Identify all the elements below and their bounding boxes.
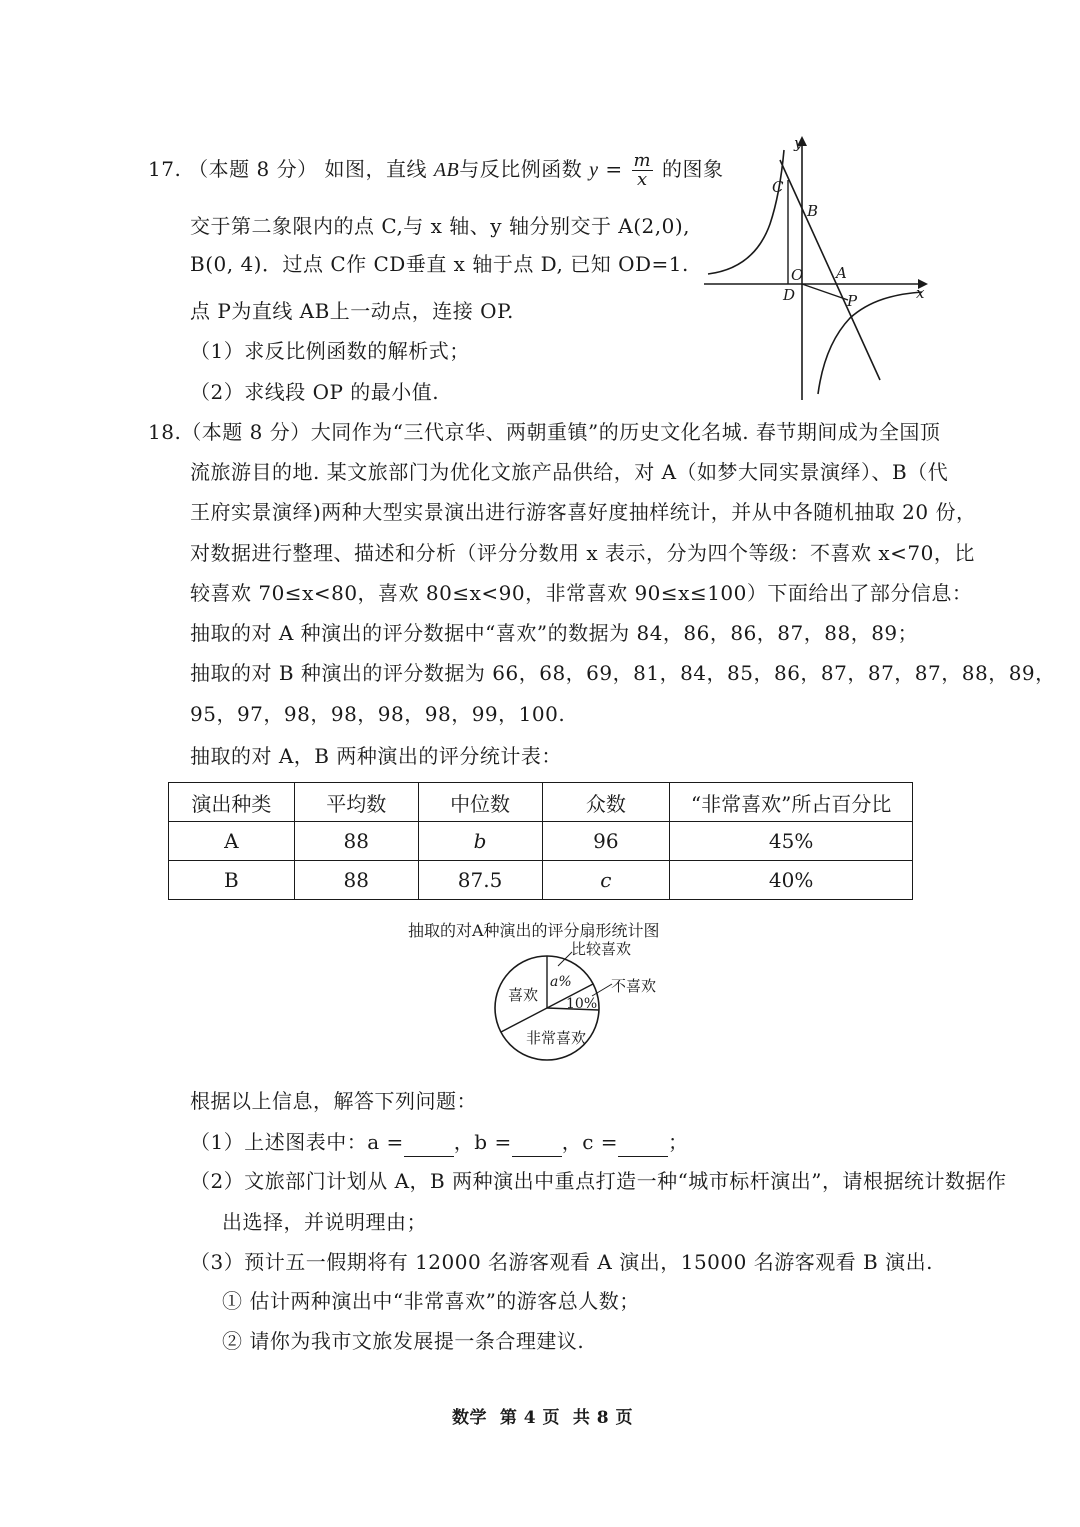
pie-label-xihuan: 喜欢 — [508, 986, 539, 1004]
label-b: B — [807, 202, 819, 220]
q18-line3: 王府实景演绎)两种大型实景演出进行游客喜好度抽样统计，并从中各随机抽取 20 份， — [190, 500, 977, 524]
q17-line1: 17. （本题 8 分） 如图，直线 AB与反比例函数 y = $\frac{m}{x}$ 的图象 — [148, 150, 724, 190]
table-header-cell: 演出种类 — [169, 783, 295, 822]
table-cell: A — [169, 822, 295, 861]
pie-label-feichang: 非常喜欢 — [526, 1029, 587, 1047]
table-header-row — [169, 783, 913, 822]
label-a: A — [836, 264, 847, 282]
pie-label-a: a% — [550, 974, 572, 990]
q18-line8: 95，97，98，98，98，98，99，100. — [190, 702, 566, 726]
q18-line7: 抽取的对 B 种演出的评分数据为 66，68，69，81，84，85，86，87，87，87，88，89， — [190, 661, 1056, 685]
table-header-cell: 众数 — [542, 783, 670, 822]
q17-sub1: （1）求反比例函数的解析式； — [190, 339, 470, 363]
table-row — [169, 861, 913, 900]
q17-line3: B(0, 4)．过点 C作 CD垂直 x 轴于点 D, 已知 OD=1. — [190, 252, 689, 276]
q18-sub3: （3）预计五一假期将有 12000 名游客观看 A 演出，15000 名游客观看 B 演出. — [190, 1250, 933, 1274]
pie-chart-title: 抽取的对A种演出的评分扇形统计图 — [408, 921, 660, 940]
table-cell: B — [169, 861, 295, 900]
score-statistics-table — [168, 782, 913, 900]
label-p: P — [847, 292, 858, 310]
answer-blank-c[interactable] — [618, 1128, 668, 1157]
table-row — [169, 822, 913, 861]
q18-intro: 根据以上信息，解答下列问题： — [190, 1089, 477, 1113]
pie-chart — [480, 936, 680, 1076]
table-cell: 88 — [294, 822, 418, 861]
pie-label-bijiao: 比较喜欢 — [571, 940, 632, 958]
table-header-cell: “非常喜欢”所占百分比 — [670, 783, 913, 822]
segment-op — [802, 284, 848, 300]
page-footer: 数学 第 4 页 共 8 页 — [452, 1408, 634, 1428]
table-cell: 96 — [542, 822, 670, 861]
q18-sub1: （1）上述图表中：a = ，b = ，c = ； — [190, 1128, 689, 1157]
q18-sub2-line1: （2）文旅部门计划从 A，B 两种演出中重点打造一种“城市标杆演出”，请根据统计数据作 — [190, 1169, 1007, 1193]
fraction-m-over-x: $\frac{m}{x}$ — [633, 150, 652, 190]
q18-line1: 18.（本题 8 分）大同作为“三代京华、两朝重镇”的历史文化名城. 春节期间成为全国顶 — [148, 420, 941, 444]
label-y: y — [794, 134, 803, 152]
q18-sub2-line2: 出选择，并说明理由； — [222, 1210, 427, 1234]
q18-line9: 抽取的对 A，B 两种演出的评分统计表： — [190, 744, 562, 768]
q17-line2: 交于第二象限内的点 C,与 x 轴、y 轴分别交于 A(2,0), — [190, 214, 691, 238]
label-d: D — [783, 286, 796, 304]
q18-line5: 较喜欢 70≤x<80，喜欢 80≤x<90，非常喜欢 90≤x≤100）下面给出了部分信息： — [190, 581, 973, 605]
q17-sub2: （2）求线段 OP 的最小值. — [190, 380, 440, 404]
label-o: O — [791, 266, 804, 284]
q17-score: （本题 8 分） — [188, 157, 318, 181]
pie-label-10: 10% — [566, 996, 598, 1012]
pie-label-buxihuan: 不喜欢 — [611, 977, 657, 995]
q17-line4: 点 P为直线 AB上一动点，连接 OP. — [190, 299, 514, 323]
q18-sub3-2: ② 请你为我市文旅发展提一条合理建议. — [222, 1329, 585, 1353]
table-header-cell: 中位数 — [418, 783, 542, 822]
q18-line4: 对数据进行整理、描述和分析（评分分数用 x 表示，分为四个等级：不喜欢 x<70，比 — [190, 541, 975, 565]
answer-blank-b[interactable] — [512, 1128, 562, 1157]
table-cell: 88 — [294, 861, 418, 900]
answer-blank-a[interactable] — [404, 1128, 454, 1157]
label-c: C — [772, 178, 784, 196]
label-x: x — [916, 284, 925, 302]
q17-function-graph — [700, 132, 940, 402]
q18-line2: 流旅游目的地. 某文旅部门为优化文旅产品供给，对 A（如梦大同实景演绎）、B（代 — [190, 460, 949, 484]
table-header-cell: 平均数 — [294, 783, 418, 822]
table-cell: c — [542, 861, 670, 900]
q18-number: 18. — [148, 420, 182, 444]
table-cell: 45% — [670, 822, 913, 861]
q18-line6: 抽取的对 A 种演出的评分数据中“喜欢”的数据为 84，86，86，87，88，89； — [190, 621, 919, 645]
table-cell: 40% — [670, 861, 913, 900]
q17-number: 17. — [148, 157, 182, 181]
hyperbola-branch-4 — [818, 292, 922, 394]
table-cell: 87.5 — [418, 861, 542, 900]
leader-bijiao — [558, 952, 572, 966]
hyperbola-branch-2 — [708, 150, 784, 274]
q18-sub3-1: ① 估计两种演出中“非常喜欢”的游客总人数； — [222, 1289, 640, 1313]
table-cell: b — [418, 822, 542, 861]
